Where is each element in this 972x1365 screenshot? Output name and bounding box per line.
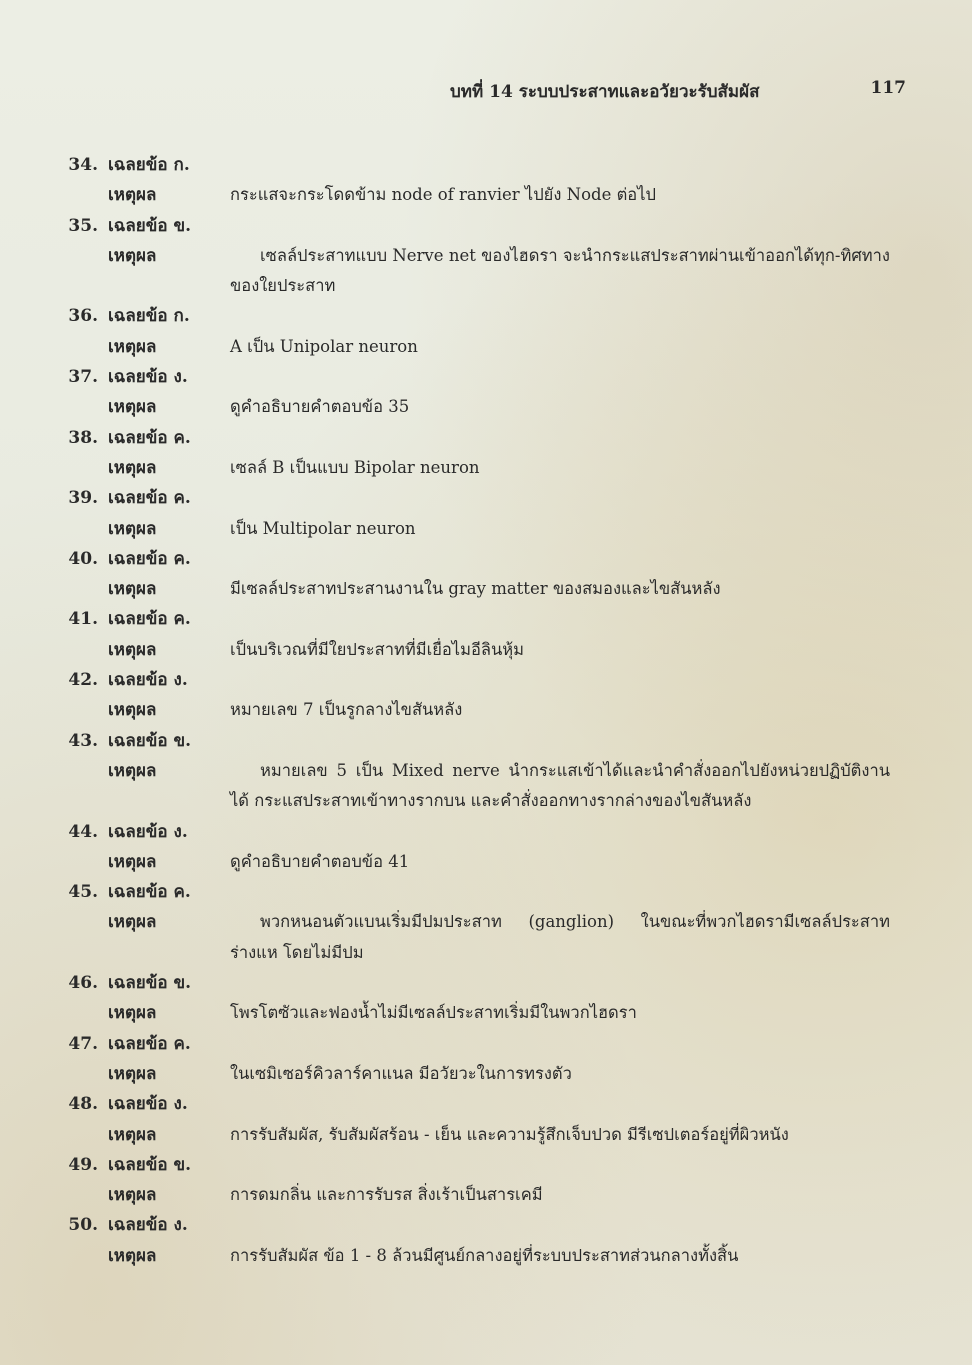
choice-letter: ค. — [173, 882, 191, 903]
answer-row — [0, 604, 972, 634]
reason-label: เหตุผล — [108, 185, 157, 206]
answer-row — [0, 1210, 972, 1240]
reason-label: เหตุผล — [108, 579, 157, 600]
answer-row — [0, 726, 972, 756]
choice-letter: ก. — [173, 155, 190, 175]
question-number: 50. — [68, 1215, 98, 1236]
answer-row — [0, 423, 972, 453]
choice-letter: ค. — [173, 609, 191, 630]
answer-label: เฉลยข้อ — [108, 973, 168, 994]
reason-label: เหตุผล — [108, 639, 157, 660]
answer-row — [0, 544, 972, 574]
choice-letter: ข. — [173, 215, 192, 236]
reason-row — [0, 392, 972, 422]
answer-label: เฉลยข้อ — [108, 609, 168, 630]
answer-choice — [108, 423, 191, 453]
reason-row — [0, 635, 972, 665]
reason-text: เซลล์ประสาทแบบ Nerve net ของไฮดรา จะนำกระแสประสาทผ่านเข้าออกได้ทุก-ทิศทางของใยประสาท — [230, 245, 890, 296]
answer-choice — [108, 1089, 188, 1119]
answer-label: เฉลยข้อ — [108, 882, 168, 903]
reason-label: เหตุผล — [108, 1185, 157, 1206]
answer-label: เฉลยข้อ — [108, 367, 168, 388]
reason-label: เหตุผล — [108, 1063, 157, 1084]
choice-letter: ก. — [173, 306, 190, 327]
reason-text: เป็น Multipolar neuron — [230, 518, 416, 538]
question-number: 49. — [68, 1154, 98, 1175]
question-number: 36. — [68, 306, 98, 327]
answer-row — [0, 1150, 972, 1180]
answer-choice — [108, 726, 191, 756]
question-number: 35. — [68, 215, 98, 236]
question-number: 46. — [68, 973, 98, 994]
answer-choice — [108, 968, 191, 998]
reason-text: การดมกลิ่น และการรับรส สิ่งเร้าเป็นสารเคมี — [230, 1185, 543, 1205]
reason-text: โพรโตซัวและฟองน้ำไม่มีเซลล์ประสาทเริ่มมีในพวกไฮดรา — [230, 1003, 637, 1023]
reason-row — [0, 574, 972, 604]
question-number: 41. — [68, 609, 98, 630]
question-number: 42. — [68, 670, 98, 691]
reason-text: เป็นบริเวณที่มีใยประสาทที่มีเยื่อไมอีลินหุ้ม — [230, 639, 525, 659]
answer-choice — [108, 1210, 188, 1240]
answer-row — [0, 665, 972, 695]
reason-text: มีเซลล์ประสาทประสานงานใน gray matter ของสมองและไขสันหลัง — [230, 579, 721, 599]
answer-choice — [108, 362, 188, 392]
page-header — [450, 78, 910, 104]
choice-letter: ข. — [173, 1154, 192, 1175]
answer-choice — [108, 877, 191, 907]
question-number: 48. — [68, 1094, 98, 1115]
answer-label: เฉลยข้อ — [108, 155, 168, 175]
question-number: 37. — [68, 367, 98, 388]
reason-label: เหตุผล — [108, 1003, 157, 1024]
question-number: 45. — [68, 882, 98, 903]
choice-letter: ค. — [173, 548, 191, 569]
reason-label: เหตุผล — [108, 336, 157, 357]
choice-letter: ข. — [173, 730, 192, 751]
answer-label: เฉลยข้อ — [108, 1033, 168, 1054]
reason-row — [0, 1180, 972, 1210]
reason-text: กระแสจะกระโดดข้าม node of ranvier ไปยัง Node ต่อไป — [230, 185, 656, 205]
reason-row — [0, 332, 972, 362]
answer-choice — [108, 817, 188, 847]
answer-label: เฉลยข้อ — [108, 488, 168, 509]
reason-text: ดูคำอธิบายคำตอบข้อ 35 — [230, 397, 410, 417]
reason-label: เหตุผล — [108, 397, 157, 418]
answer-label: เฉลยข้อ — [108, 306, 168, 327]
reason-text: หมายเลข 5 เป็น Mixed nerve นำกระแสเข้าได้และนำคำสั่งออกไปยังหน่วยปฏิบัติงานได้ กระแสประสาทเข้าทางรากบน และคำสั่งออกทางรากล่างของไขสันหลัง — [230, 760, 890, 811]
choice-letter: ค. — [173, 1033, 191, 1054]
answer-row — [0, 211, 972, 241]
reason-text: พวกหนอนตัวแบนเริ่มมีปมประสาท (ganglion) ในขณะที่พวกไฮดรามีเซลล์ประสาทร่างแห โดยไม่มีปม — [230, 912, 890, 962]
reason-label: เหตุผล — [108, 760, 157, 781]
answer-choice — [108, 1150, 191, 1180]
reason-row — [0, 453, 972, 483]
answer-row — [0, 877, 972, 907]
reason-label: เหตุผล — [108, 457, 157, 478]
answer-row — [0, 150, 972, 180]
answer-choice — [108, 483, 191, 513]
question-number: 43. — [68, 730, 98, 751]
answer-row — [0, 483, 972, 513]
question-number: 34. — [68, 155, 98, 175]
answer-choice — [108, 665, 188, 695]
answer-row — [0, 301, 972, 331]
reason-row — [0, 695, 972, 725]
answer-row — [0, 1089, 972, 1119]
choice-letter: ง. — [173, 1215, 188, 1236]
answer-label: เฉลยข้อ — [108, 821, 168, 842]
reason-text: หมายเลข 7 เป็นรูกลางไขสันหลัง — [230, 700, 463, 720]
reason-row — [0, 998, 972, 1028]
answer-label: เฉลยข้อ — [108, 1094, 168, 1115]
question-number: 39. — [68, 488, 98, 509]
reason-row — [0, 241, 972, 302]
answer-list — [0, 150, 972, 1271]
page-number: 117 — [870, 78, 906, 98]
choice-letter: ค. — [173, 427, 191, 448]
reason-row — [0, 847, 972, 877]
choice-letter: ง. — [173, 670, 188, 691]
choice-letter: ง. — [173, 1094, 188, 1115]
answer-row — [0, 968, 972, 998]
choice-letter: ง. — [173, 367, 188, 388]
answer-label: เฉลยข้อ — [108, 215, 168, 236]
reason-label: เหตุผล — [108, 700, 157, 721]
reason-row — [0, 756, 972, 817]
reason-label: เหตุผล — [108, 851, 157, 872]
answer-label: เฉลยข้อ — [108, 730, 168, 751]
choice-letter: ง. — [173, 821, 188, 842]
reason-label: เหตุผล — [108, 1124, 157, 1145]
answer-label: เฉลยข้อ — [108, 427, 168, 448]
answer-row — [0, 817, 972, 847]
reason-text: การรับสัมผัส, รับสัมผัสร้อน - เย็น และความรู้สึกเจ็บปวด มีรีเซปเตอร์อยู่ที่ผิวหนัง — [230, 1124, 789, 1144]
question-number: 47. — [68, 1033, 98, 1054]
reason-row — [0, 907, 972, 968]
reason-row — [0, 1120, 972, 1150]
reason-label: เหตุผล — [108, 518, 157, 539]
reason-text: A เป็น Unipolar neuron — [230, 336, 418, 356]
answer-choice — [108, 604, 191, 634]
reason-row — [0, 1059, 972, 1089]
question-number: 38. — [68, 427, 98, 448]
reason-text: ในเซมิเซอร์คิวลาร์คาแนล มีอวัยวะในการทรงตัว — [230, 1063, 572, 1083]
question-number: 44. — [68, 821, 98, 842]
answer-choice — [108, 150, 190, 180]
reason-row — [0, 1241, 972, 1271]
reason-row — [0, 514, 972, 544]
answer-label: เฉลยข้อ — [108, 1215, 168, 1236]
answer-choice — [108, 211, 191, 241]
chapter-title: บทที่ 14 ระบบประสาทและอวัยวะรับสัมผัส — [450, 82, 760, 102]
reason-text: ดูคำอธิบายคำตอบข้อ 41 — [230, 851, 410, 871]
answer-choice — [108, 544, 191, 574]
choice-letter: ข. — [173, 973, 192, 994]
reason-label: เหตุผล — [108, 1245, 157, 1266]
answer-row — [0, 362, 972, 392]
reason-text: การรับสัมผัส ข้อ 1 - 8 ล้วนมีศูนย์กลางอยู่ที่ระบบประสาทส่วนกลางทั้งสิ้น — [230, 1245, 739, 1265]
reason-label: เหตุผล — [108, 245, 157, 266]
reason-row — [0, 180, 972, 210]
answer-label: เฉลยข้อ — [108, 548, 168, 569]
reason-label: เหตุผล — [108, 912, 157, 933]
answer-choice — [108, 301, 190, 331]
reason-text: เซลล์ B เป็นแบบ Bipolar neuron — [230, 457, 480, 477]
answer-row — [0, 1029, 972, 1059]
answer-label: เฉลยข้อ — [108, 1154, 168, 1175]
choice-letter: ค. — [173, 488, 191, 509]
answer-choice — [108, 1029, 191, 1059]
question-number: 40. — [68, 548, 98, 569]
answer-label: เฉลยข้อ — [108, 670, 168, 691]
